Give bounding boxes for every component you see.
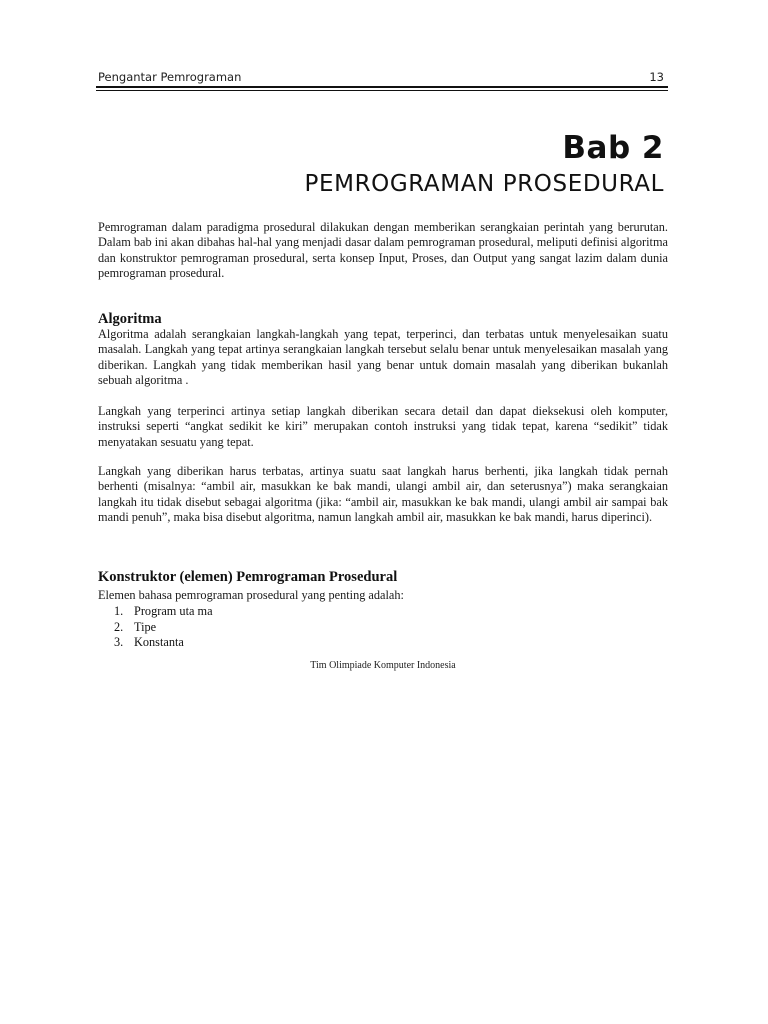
intro-paragraph: Pemrograman dalam paradigma prosedural dilakukan dengan memberikan serangkaian perintah yang berurutan. Dalam bab ini akan dibahas hal-hal yang menjadi dasar dalam pemrograman prosedural, meliputi definisi algoritma dan konstruktor pemrograman prosedural, serta konsep Input, Proses, dan Output yang sangat lazim dalam dunia pemrograman prosedural. — [98, 220, 668, 281]
list-item — [114, 604, 213, 620]
section-heading-algoritma: Algoritma — [98, 311, 162, 327]
algoritma-paragraph-1: Algoritma adalah serangkaian langkah-langkah yang tepat, terperinci, dan terbatas untuk menyelesaikan suatu masalah. Langkah yang tepat artinya serangkaian langkah tersebut selalu benar untuk menyelesaikan masalah yang diberikan. Langkah yang tidak memberikan hasil yang benar untuk domain masalah yang diberikan bukanlah sebuah algoritma . — [98, 327, 668, 388]
konstruktor-intro: Elemen bahasa pemrograman prosedural yang penting adalah: — [98, 588, 404, 602]
algoritma-paragraph-3: Langkah yang diberikan harus terbatas, artinya suatu saat langkah harus berhenti, jika langkah tidak pernah berhenti (misalnya: “ambil air, masukkan ke bak mandi, ulangi ambil air, dan seterusnya”) maka serangkaian langkah itu tidak disebut sebagai algoritma (jika: “ambil air, masukkan ke bak mandi, ulangi ambil air sampai bak mandi penuh”, maka bisa disebut algoritma, namun langkah ambil air, masukkan ke bak mandi, harus diperinci). — [98, 464, 668, 525]
page-footer: Tim Olimpiade Komputer Indonesia — [310, 660, 456, 671]
chapter-title: PEMROGRAMAN PROSEDURAL — [304, 171, 664, 197]
algoritma-paragraph-2: Langkah yang terperinci artinya setiap langkah diberikan secara detail dan dapat dieksekusi oleh komputer, instruksi seperti “angkat sedikit ke kiri” merupakan contoh instruksi yang tidak tepat, karena “sedikit” tidak menyatakan sesuatu yang tepat. — [98, 404, 668, 449]
element-list — [114, 604, 213, 651]
page-number: 13 — [649, 70, 664, 84]
chapter-number: Bab 2 — [562, 130, 664, 166]
list-item-text: Tipe — [134, 619, 157, 634]
header-title: Pengantar Pemrograman — [98, 70, 242, 84]
list-item — [114, 620, 213, 636]
list-item-number: 1. — [114, 604, 124, 618]
section-heading-konstruktor: Konstruktor (elemen) Pemrograman Prosedural — [98, 569, 398, 585]
list-item-number: 2. — [114, 619, 124, 634]
list-item-text: Konstanta — [134, 635, 184, 649]
header-rule-thin — [96, 90, 668, 91]
list-item — [114, 635, 213, 651]
list-item-text: Program uta ma — [134, 604, 213, 618]
list-item-number: 3. — [114, 635, 124, 649]
page-header — [98, 70, 668, 86]
header-rule-thick — [96, 86, 668, 88]
